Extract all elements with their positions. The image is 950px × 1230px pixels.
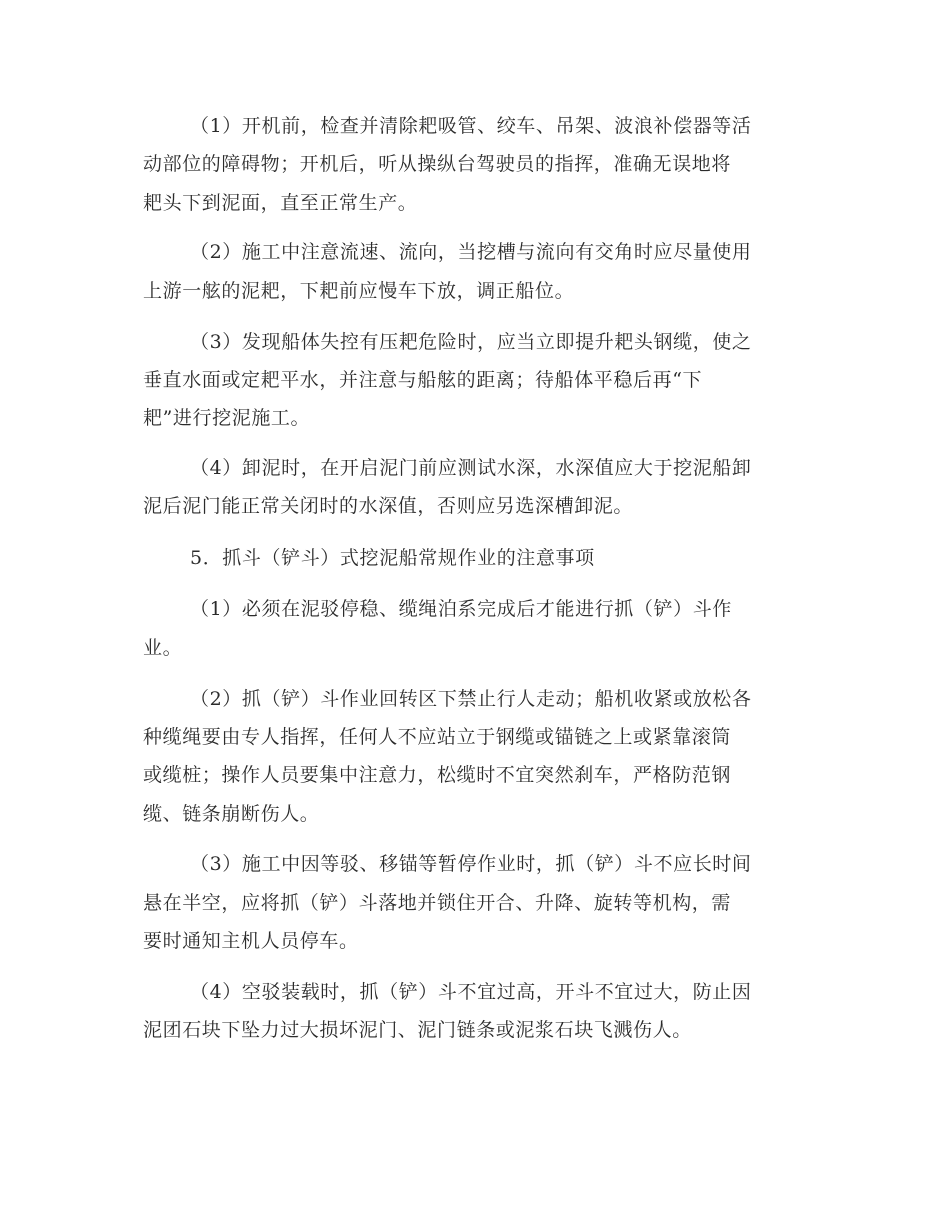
paragraph-8-line-1: （4）空驳装载时，抓（铲）斗不宜过高，开斗不宜过大，防止因 [190, 981, 752, 1003]
paragraph-4-line-2: 泥后泥门能正常关闭时的水深值，否则应另选深槽卸泥。 [143, 495, 634, 517]
paragraph-7-line-2: 悬在半空，应将抓（铲）斗落地并锁住开合、升降、旋转等机构，需 [143, 892, 732, 914]
paragraph-7-line-3: 要时通知主机人员停车。 [143, 930, 359, 952]
paragraph-2-line-1: （2）施工中注意流速、流向，当挖槽与流向有交角时应尽量使用 [190, 241, 752, 263]
paragraph-2-line-2: 上游一舷的泥耙，下耙前应慢车下放，调正船位。 [143, 280, 575, 302]
paragraph-6-line-1: （2）抓（铲）斗作业回转区下禁止行人走动；船机收紧或放松各 [190, 688, 752, 710]
paragraph-7-line-1: （3）施工中因等驳、移锚等暂停作业时，抓（铲）斗不应长时间 [190, 853, 752, 875]
paragraph-6-line-4: 缆、链条崩断伤人。 [143, 803, 320, 825]
paragraph-3-line-2: 垂直水面或定耙平水，并注意与船舷的距离；待船体平稳后再“下 [143, 369, 703, 391]
section-heading: 5．抓斗（铲斗）式挖泥船常规作业的注意事项 [190, 547, 595, 569]
paragraph-5-line-2: 业。 [143, 637, 183, 659]
paragraph-1-line-1: （1）开机前，检查并清除耙吸管、绞车、吊架、波浪补偿器等活 [190, 115, 752, 137]
paragraph-1-line-3: 耙头下到泥面，直至正常生产。 [143, 192, 418, 214]
paragraph-3-line-1: （3）发现船体失控有压耙危险时，应当立即提升耙头钢缆，使之 [190, 331, 752, 353]
paragraph-1-line-2: 动部位的障碍物；开机后，听从操纵台驾驶员的指挥，准确无误地将 [143, 153, 732, 175]
paragraph-5-line-1: （1）必须在泥驳停稳、缆绳泊系完成后才能进行抓（铲）斗作 [190, 598, 732, 620]
paragraph-3-line-3: 耙”进行挖泥施工。 [143, 407, 311, 429]
paragraph-6-line-3: 或缆桩；操作人员要集中注意力，松缆时不宜突然刹车，严格防范钢 [143, 764, 732, 786]
paragraph-4-line-1: （4）卸泥时，在开启泥门前应测试水深，水深值应大于挖泥船卸 [190, 457, 752, 479]
paragraph-8-line-2: 泥团石块下坠力过大损坏泥门、泥门链条或泥浆石块飞溅伤人。 [143, 1019, 692, 1041]
paragraph-6-line-2: 种缆绳要由专人指挥，任何人不应站立于钢缆或锚链之上或紧靠滚筒 [143, 726, 732, 748]
